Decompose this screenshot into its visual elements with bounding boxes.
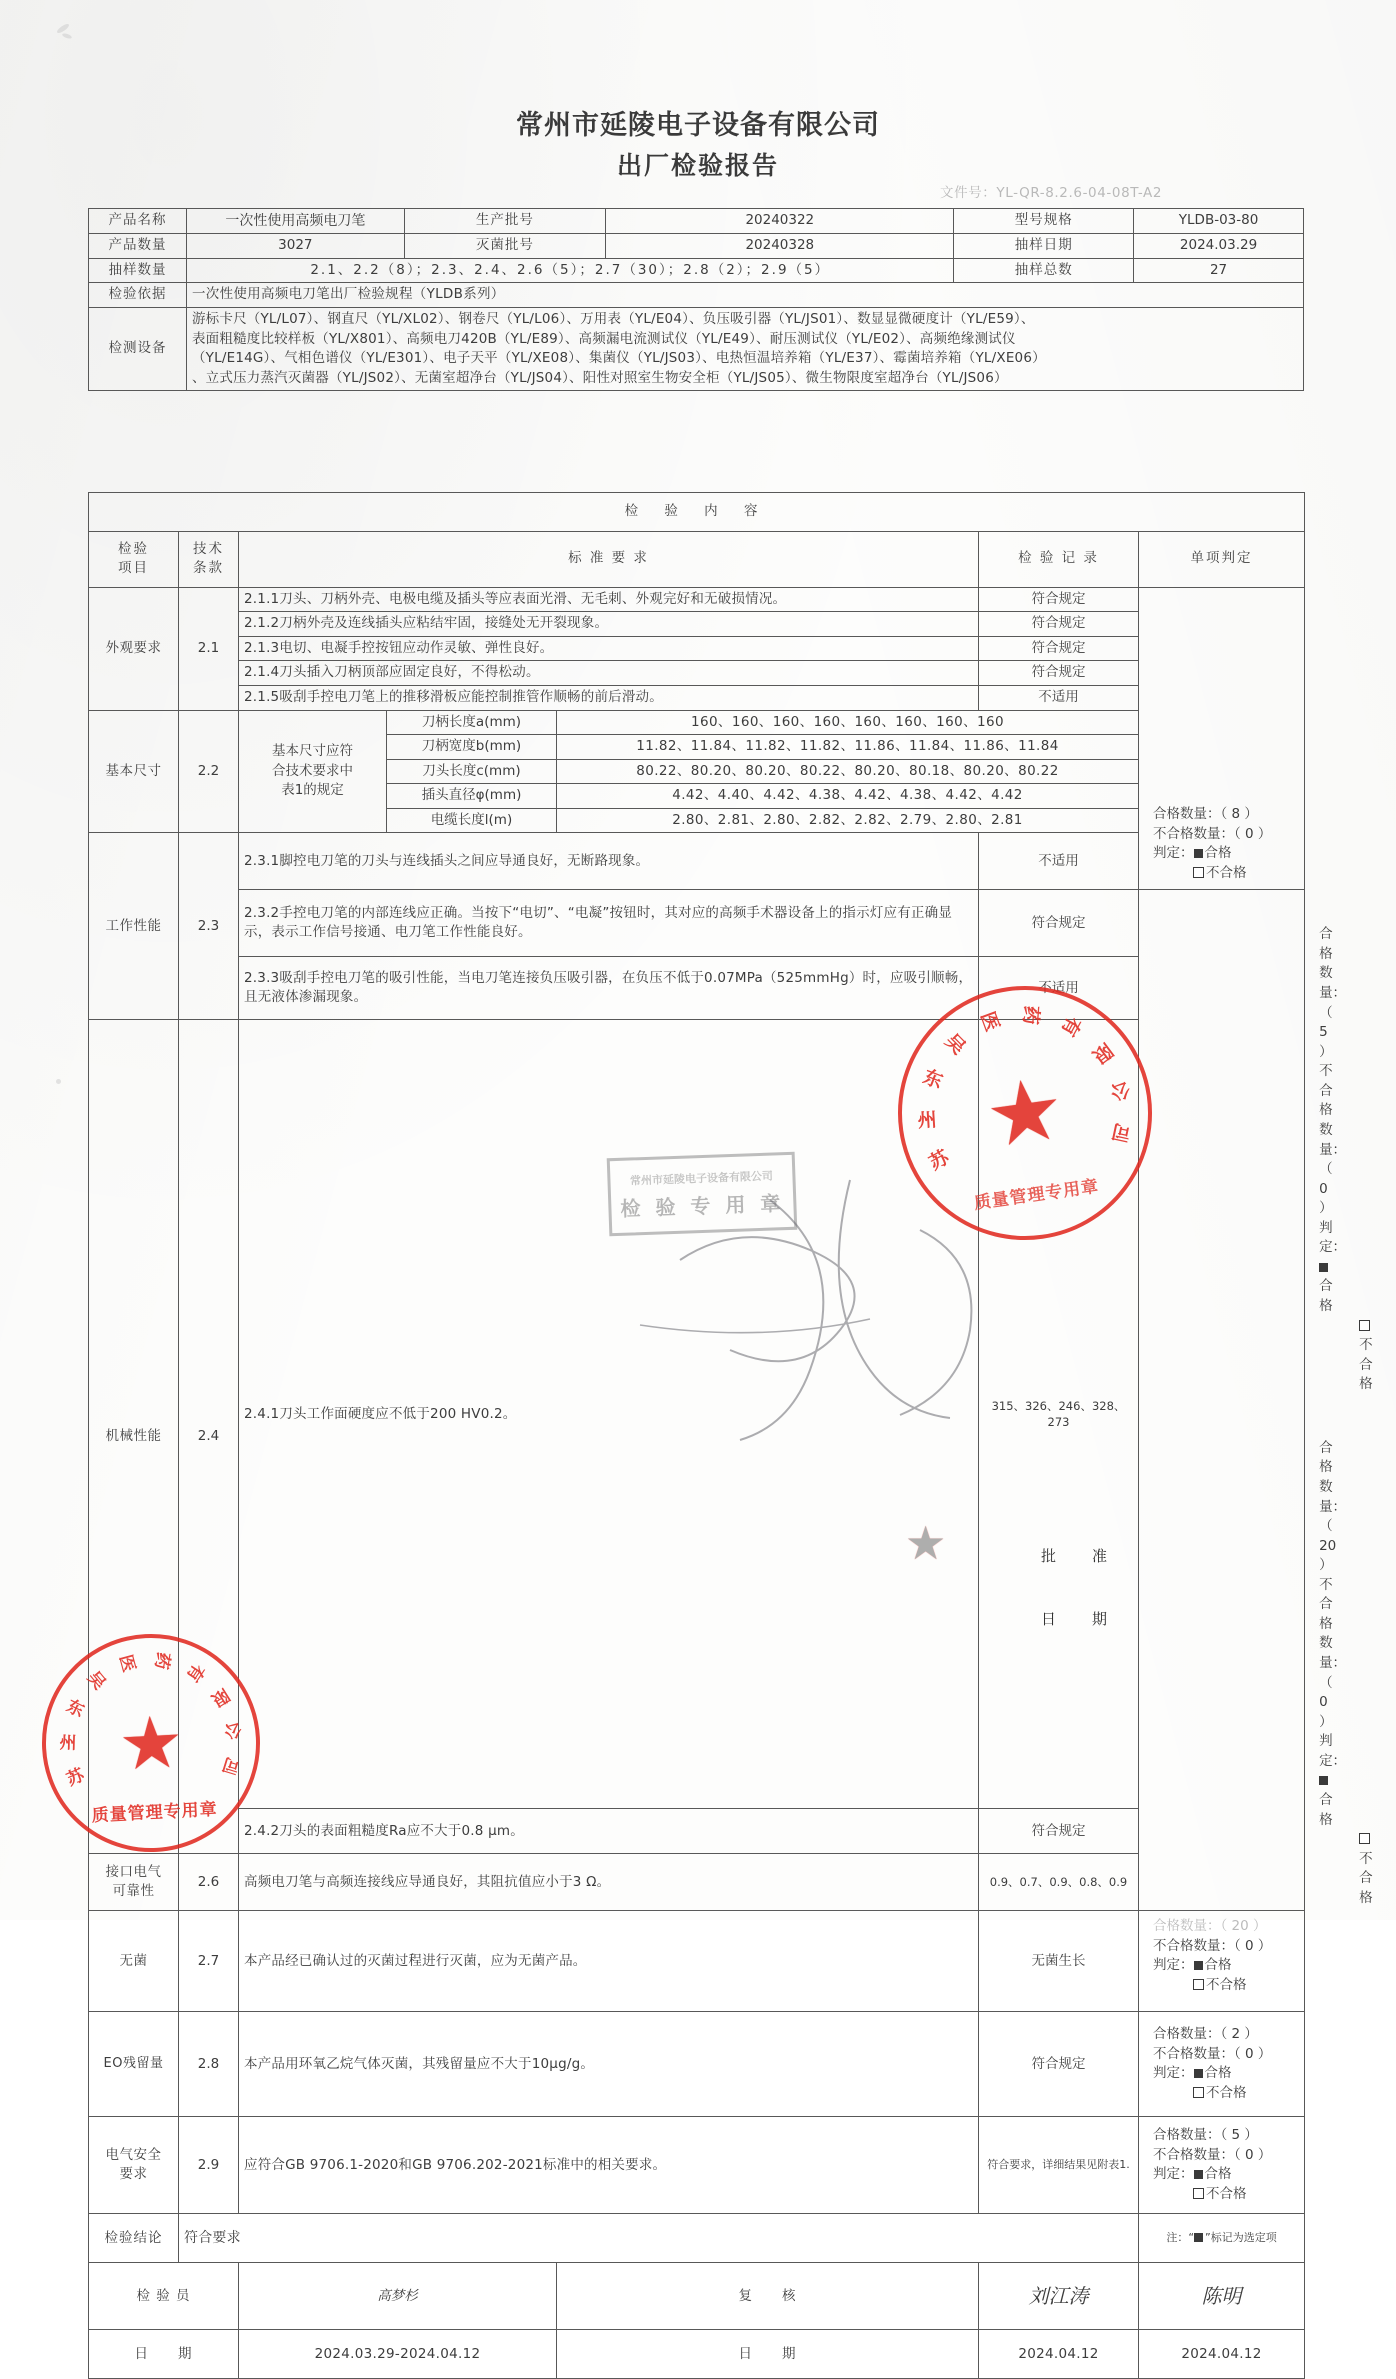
- table-row: [89, 1911, 1305, 2012]
- section-clause-electrical: 2.9: [179, 2117, 239, 2214]
- record-value: 符合规定: [979, 612, 1139, 637]
- section-clause-dimensions: 2.2: [179, 710, 239, 833]
- inspector-label: 检 验 员: [89, 2263, 239, 2330]
- table-row: [89, 1854, 1305, 1911]
- section-clause-interface: 2.6: [179, 1854, 239, 1911]
- document-number: 文件号：YL-QR-8.2.6-04-08T-A2: [940, 185, 1163, 201]
- quantity-label: 产品数量: [89, 234, 187, 259]
- verdict-fail-row: [1153, 2185, 1299, 2205]
- spec-note-line1: 基本尺寸应符: [272, 743, 353, 760]
- pass-count: 合格数量：（ 8 ）: [1153, 806, 1258, 823]
- dimension-label: 插头直径φ(mm): [387, 784, 557, 809]
- checkbox-checked-icon: [1319, 1776, 1328, 1785]
- record-value: 315、326、246、328、273: [979, 1020, 1139, 1809]
- equipment-line: 、立式压力蒸汽灭菌器（YL/JS02）、无菌室超净台（YL/JS04）、阳性对照室生物安全柜（YL/JS05）、微生物限度室超净台（YL/JS06）: [191, 369, 1008, 386]
- verdict: [1153, 2165, 1299, 2185]
- table-row: [89, 710, 1305, 735]
- record-value: 符合规定: [979, 661, 1139, 686]
- sampling-date-label: 抽样日期: [954, 234, 1134, 259]
- table-row: [89, 587, 1305, 612]
- checkbox-empty-icon: [1359, 1833, 1370, 1844]
- section-name-interface: [89, 1854, 179, 1911]
- dimension-values: 2.80、2.81、2.80、2.82、2.82、2.79、2.80、2.81: [557, 808, 1139, 833]
- table-row: [89, 307, 1304, 390]
- requirement-text: 应符合GB 9706.1-2020和GB 9706.202-2021标准中的相关要求。: [239, 2117, 979, 2214]
- requirement-text: 2.1.1刀头、刀柄外壳、电极电缆及插头等应表面光滑、无毛刺、外观完好和无破损情况。: [239, 587, 979, 612]
- date-label-2: 日 期: [557, 2330, 979, 2379]
- review-label: 复 核: [557, 2263, 979, 2330]
- star-icon: ★: [979, 1058, 1071, 1168]
- checkbox-checked-icon: [1194, 849, 1203, 858]
- table-row: [89, 209, 1304, 234]
- table-row: [89, 2214, 1305, 2263]
- scan-speck: [56, 1079, 61, 1084]
- verdict-pass-option: 合格: [1319, 1791, 1333, 1828]
- equipment-label: 检测设备: [89, 307, 187, 390]
- table-row: [89, 661, 1305, 686]
- section-clause-eo: 2.8: [179, 2012, 239, 2117]
- basis-value: 一次性使用高频电刀笔出厂检验规程（YLDB系列）: [186, 283, 1303, 308]
- col-item-header: [89, 531, 179, 587]
- model-value: YLDB-03-80: [1134, 209, 1304, 234]
- checkbox-checked-icon: [1194, 1961, 1203, 1970]
- production-batch-value: 20240322: [606, 209, 954, 234]
- interface-name-line1: 接口电气: [105, 1863, 162, 1880]
- col-clause-line2: 条款: [193, 560, 224, 577]
- col-item-line2: 项目: [118, 560, 149, 577]
- verdict-label: 判定：: [1153, 2166, 1194, 2183]
- section-name-performance: 工作性能: [89, 833, 179, 1020]
- requirement-text: 2.1.3电切、电凝手控按钮应动作灵敏、弹性良好。: [239, 636, 979, 661]
- verdict-fail-row: [1153, 864, 1299, 884]
- requirement-text: 2.3.2手控电刀笔的内部连线应正确。当按下“电切”、“电凝”按钮时，其对应的高频手术器设备上的指示灯应有正确显示，表示工作信号接通、电刀笔工作性能良好。: [239, 890, 979, 957]
- checkbox-checked-icon: [1319, 1263, 1328, 1272]
- table-row: [89, 1020, 1305, 1809]
- inspection-seal-line1: 常州市延陵电子设备有限公司: [629, 1169, 774, 1188]
- basis-label: 检验依据: [89, 283, 187, 308]
- content-banner: 检 验 内 容: [89, 493, 1305, 532]
- verdict: [1153, 844, 1299, 864]
- inspection-seal-line2: 检 验 专 用 章: [620, 1190, 785, 1221]
- stamp-bottom-text: 质量管理专用章: [91, 1799, 219, 1827]
- dimension-values: 11.82、11.84、11.82、11.82、11.86、11.84、11.86、11.84: [557, 735, 1139, 760]
- requirement-text: 2.1.5吸刮手控电刀笔上的推移滑板应能控制推管作顺畅的前后滑动。: [239, 685, 979, 710]
- verdict-label: 判定：: [1153, 2065, 1194, 2082]
- sampling-total-label: 抽样总数: [954, 258, 1134, 283]
- section-name-mechanical: 机械性能: [89, 1020, 179, 1854]
- requirement-text: 高频电刀笔与高频连接线应导通良好，其阻抗值应小于3 Ω。: [239, 1854, 979, 1911]
- checkbox-empty-icon: [1193, 2087, 1204, 2098]
- verdict-label: 判定：: [1319, 1733, 1347, 1769]
- equipment-value: [186, 307, 1303, 390]
- fail-count: 不合格数量：（ 0 ）: [1153, 2045, 1272, 2062]
- production-batch-label: 生产批号: [404, 209, 605, 234]
- spec-note-line3: 表1的规定: [281, 782, 344, 799]
- selection-note: 注：“ ”标记为选定项: [1139, 2214, 1305, 2263]
- verdict-label: 判定：: [1153, 845, 1194, 862]
- spec-note-line2: 合技术要求中: [272, 762, 353, 779]
- verdict-fail-row: [1319, 1830, 1373, 1908]
- dimension-label: 刀柄宽度b(mm): [387, 735, 557, 760]
- sampling-total-value: 27: [1134, 258, 1304, 283]
- conclusion-value: 符合要求: [179, 2214, 1139, 2263]
- sampling-date-value: 2024.03.29: [1134, 234, 1304, 259]
- verdict-fail-option: 不合格: [1359, 1337, 1373, 1393]
- verdict-fail-option: 不合格: [1359, 1850, 1373, 1906]
- sterilization-batch-value: 20240328: [606, 234, 954, 259]
- col-judgement-header: 单项判定: [1139, 531, 1305, 587]
- requirement-text: 2.3.3吸刮手控电刀笔的吸引性能，当电刀笔连接负压吸引器，在负压不低于0.07MPa（525mmHg）时，应吸引顺畅，且无液体渗漏现象。: [239, 957, 979, 1020]
- verdict-fail-row: [1153, 2084, 1299, 2104]
- dimension-values: 4.42、4.40、4.42、4.38、4.42、4.38、4.42、4.42: [557, 784, 1139, 809]
- col-clause-line1: 技术: [193, 540, 224, 557]
- product-name-value: 一次性使用高频电刀笔: [186, 209, 404, 234]
- checkbox-empty-icon: [1193, 2188, 1204, 2199]
- interface-name-line2: 可靠性: [112, 1883, 155, 1900]
- electrical-name-line1: 电气安全: [105, 2146, 162, 2163]
- date-value-1: 2024.03.29-2024.04.12: [239, 2330, 557, 2379]
- pass-count: 合格数量：（ 5 ）: [1153, 2127, 1258, 2144]
- table-row: [89, 612, 1305, 637]
- section-name-appearance: 外观要求: [89, 587, 179, 710]
- requirement-text: 2.4.1刀头工作面硬度应不低于200 HV0.2。: [239, 1020, 979, 1809]
- scan-speck: [62, 32, 73, 39]
- verdict: [1153, 2064, 1299, 2084]
- model-label: 型号规格: [954, 209, 1134, 234]
- table-row: [89, 2012, 1305, 2117]
- verdict-fail-option: 不合格: [1206, 2185, 1247, 2202]
- checkbox-empty-icon: [1193, 867, 1204, 878]
- equipment-line: 游标卡尺（YL/L07）、钢直尺（YL/XL02）、钢卷尺（YL/L06）、万用表（YL/E04）、负压吸引器（YL/JS01）、数显显微硬度计（YL/E59）、: [191, 310, 1035, 327]
- equipment-line: 表面粗糙度比较样板（YL/X801）、高频电刀420B（YL/E89）、高频漏电流测试仪（YL/E49）、耐压测试仪（YL/E02）、高频绝缘测试仪: [191, 330, 1016, 347]
- fail-count: 不合格数量：（ 0 ）: [1153, 825, 1272, 842]
- dimension-label: 刀柄长度a(mm): [387, 710, 557, 735]
- verdict: 判定： 合格: [1153, 1957, 1232, 1974]
- dimension-label: 电缆长度l(m): [387, 808, 557, 833]
- requirement-text: 2.3.1脚控电刀笔的刀头与连线插头之间应导通良好，无断路现象。: [239, 833, 979, 890]
- col-clause-header: [179, 531, 239, 587]
- date-value-3: 2024.04.12: [1139, 2330, 1305, 2379]
- approve-label: 批 准: [1040, 1547, 1109, 1565]
- checkbox-empty-icon: [1193, 1979, 1204, 1990]
- electrical-name-line2: 要求: [119, 2166, 148, 2183]
- section-name-sterility: 无菌: [89, 1911, 179, 2012]
- requirement-text: 2.1.4刀头插入刀柄顶部应固定良好，不得松动。: [239, 661, 979, 686]
- fail-count-sterility: 不合格数量：（ 0 ）: [1153, 1937, 1272, 1954]
- section-clause-performance: 2.3: [179, 833, 239, 1020]
- table-row: [89, 957, 1305, 1020]
- section-clause-mechanical: 2.4: [179, 1020, 239, 1854]
- table-row: [89, 2263, 1305, 2330]
- review-signature: 刘江涛: [979, 2263, 1139, 2330]
- verdict-fail-option: 不合格: [1206, 864, 1247, 881]
- section-name-electrical: [89, 2117, 179, 2214]
- product-info-table: [88, 208, 1304, 391]
- table-row: [89, 1809, 1305, 1854]
- pass-count: 合格数量：（ 2 ）: [1153, 2026, 1258, 2043]
- approve-signature: 陈明: [1139, 2263, 1305, 2330]
- verdict-pass-option: 合格: [1319, 1278, 1333, 1314]
- inspector-signature: 高梦杉: [239, 2263, 557, 2330]
- table-row: 工作性能 2.3 2.3.1脚控电刀笔的刀头与连线插头之间应导通良好，无断路现象。 不适用 合格数量：（ 5 ） 不合格数量：（ 0 ） 判定：合格 不合格 合格数量：（ 20 ） 不合格数量：（ 0 ） 判定：合格 不合格: [89, 833, 1305, 890]
- stamp-arc-text: 苏 州 东 吴 医 药 有 限 公 司: [59, 1650, 243, 1791]
- record-value: 不适用: [979, 957, 1139, 1020]
- dimension-spec-note: [239, 710, 387, 833]
- sampling-qty-value: 2.1、2.2（8）；2.3、2.4、2.6（5）；2.7（30）；2.8（2）；2.9（5）: [186, 258, 954, 283]
- record-value: 符合规定: [979, 890, 1139, 957]
- section-clause-sterility: 2.7: [179, 1911, 239, 2012]
- checkbox-checked-icon: [1194, 2069, 1203, 2078]
- checkbox-checked-icon: [1194, 2233, 1203, 2242]
- date-label-1: 日 期: [89, 2330, 239, 2379]
- judgement-cell-sterility: [1139, 1911, 1305, 2012]
- date-value-2: 2024.04.12: [979, 2330, 1139, 2379]
- record-value: 不适用: [979, 685, 1139, 710]
- stamp-arc-text-upper: 苏 州 东 吴 医 药 有 限 公 司: [917, 1004, 1133, 1175]
- record-value: 0.9、0.7、0.9、0.8、0.9: [979, 1854, 1139, 1911]
- section-name-eo: EO残留量: [89, 2012, 179, 2117]
- dimension-values: 80.22、80.20、80.20、80.22、80.20、80.18、80.20、80.22: [557, 759, 1139, 784]
- requirement-text: 本产品用环氧乙烷气体灭菌，其残留量应不大于10μg/g。: [239, 2012, 979, 2117]
- section-name-dimensions: 基本尺寸: [89, 710, 179, 833]
- table-row: [89, 283, 1304, 308]
- requirement-text: 2.4.2刀头的表面粗糙度Ra应不大于0.8 μm。: [239, 1809, 979, 1854]
- table-row: [89, 258, 1304, 283]
- verdict-pass-option: 合格: [1204, 2065, 1232, 2082]
- requirement-text: 2.1.2刀柄外壳及连线插头应粘结牢固，接缝处无开裂现象。: [239, 612, 979, 637]
- verdict-fail-row: 不合格: [1153, 1976, 1299, 1996]
- equipment-line: （YL/E14G）、气相色谱仪（YL/E301）、电子天平（YL/XE08）、集菌仪（YL/JS03）、电热恒温培养箱（YL/E37）、霉菌培养箱（YL/XE06）: [191, 350, 1046, 367]
- date-label-3: 日 期: [1040, 1610, 1109, 1628]
- record-value: 符合规定: [979, 2012, 1139, 2117]
- requirement-text: 本产品经已确认过的灭菌过程进行灭菌，应为无菌产品。: [239, 1911, 979, 2012]
- verdict-fail-row: [1319, 1317, 1373, 1395]
- table-row: [89, 685, 1305, 710]
- dimension-values: 160、160、160、160、160、160、160、160: [557, 710, 1139, 735]
- record-value: 符合规定: [979, 1809, 1139, 1854]
- col-standard-header: 标 准 要 求: [239, 531, 979, 587]
- record-value: 无菌生长: [979, 1911, 1139, 2012]
- company-title: 常州市延陵电子设备有限公司: [516, 110, 880, 141]
- report-title: 出厂检验报告: [616, 151, 779, 180]
- sterilization-batch-label: 灭菌批号: [404, 234, 605, 259]
- verdict-label: 判定：: [1319, 1219, 1347, 1256]
- judgement-cell-appearance: [1139, 587, 1305, 890]
- table-row: [89, 234, 1304, 259]
- record-value: 符合要求，详细结果见附表1.: [979, 2117, 1139, 2214]
- conclusion-label: 检验结论: [89, 2214, 179, 2263]
- record-value: 不适用: [979, 833, 1139, 890]
- col-item-line1: 检验: [118, 540, 149, 557]
- inspection-content-table: [88, 492, 1373, 2379]
- table-row: [89, 2117, 1305, 2214]
- record-value: 符合规定: [979, 587, 1139, 612]
- judgement-cell-electrical: [1139, 2117, 1305, 2214]
- record-value: 符合规定: [979, 636, 1139, 661]
- star-icon: ★: [116, 1699, 186, 1787]
- sampling-qty-label: 抽样数量: [89, 258, 187, 283]
- judgement-cell-eo: [1139, 2012, 1305, 2117]
- quantity-value: 3027: [186, 234, 404, 259]
- dimension-label: 刀头长度c(mm): [387, 759, 557, 784]
- pass-count: 合格数量：（ 20 ）: [1153, 1918, 1267, 1935]
- approval-star-icon: ★: [905, 1516, 947, 1570]
- verdict-fail-option: 不合格: [1206, 2084, 1247, 2101]
- table-row: [89, 636, 1305, 661]
- table-row: [89, 493, 1305, 532]
- product-name-label: 产品名称: [89, 209, 187, 234]
- table-row: [89, 531, 1305, 587]
- table-row: [89, 2330, 1305, 2379]
- section-clause-appearance: 2.1: [179, 587, 239, 710]
- stamp-bottom-text-upper: 质量管理专用章: [972, 1177, 1101, 1215]
- verdict-pass-option: 合格: [1204, 845, 1232, 862]
- checkbox-empty-icon: [1359, 1320, 1370, 1331]
- fail-count: 不合格数量：（ 0 ）: [1153, 2146, 1272, 2163]
- col-record-header: 检 验 记 录: [979, 531, 1139, 587]
- checkbox-checked-icon: [1194, 2170, 1203, 2179]
- verdict-pass-option: 合格: [1204, 2166, 1232, 2183]
- table-row: [89, 890, 1305, 957]
